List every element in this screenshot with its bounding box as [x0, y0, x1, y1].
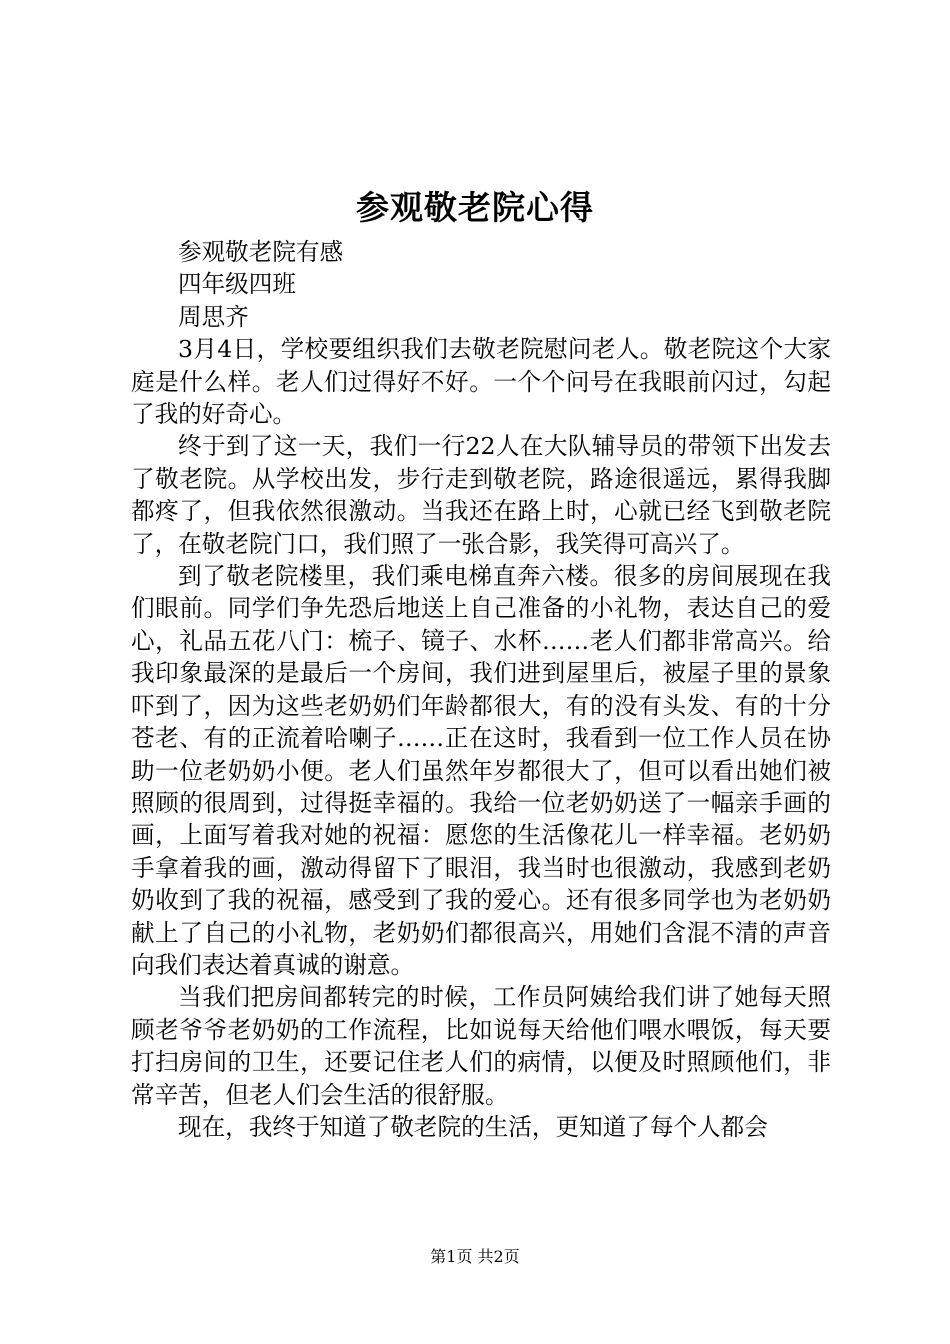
paragraph: 现在，我终于知道了敬老院的生活，更知道了每个人都会	[178, 1112, 768, 1141]
document-title: 参观敬老院心得	[356, 188, 594, 227]
paragraph: 当我们把房间都转完的时候，工作员阿姨给我们讲了她每天照顾老爷爷老奶奶的工作流程，比如说每天给他们喂水喂饭，每天要打扫房间的卫生，还要记住老人们的病情，以便及时照顾他们，非常辛苦，但老人们会生活的很舒服。	[131, 983, 831, 1109]
class-line: 四年级四班	[178, 270, 296, 299]
author-line: 周思齐	[178, 302, 249, 331]
paragraph: 3月4日，学校要组织我们去敬老院慰问老人。敬老院这个大家庭是什么样。老人们过得好不好。一个个问号在我眼前闪过，勾起了我的好奇心。	[131, 335, 831, 429]
paragraph: 到了敬老院楼里，我们乘电梯直奔六楼。很多的房间展现在我们眼前。同学们争先恐后地送上自己准备的小礼物，表达自己的爱心，礼品五花八门：梳子、镜子、水杯……老人们都非常高兴。给我印象最深的是最后一个房间，我们进到屋里后，被屋子里的景象吓到了，因为这些老奶奶们年龄都很大，有的没有头发、有的十分苍老、有的正流着哈喇子……正在这时，我看到一位工作人员在协助一位老奶奶小便。老人们虽然年岁都很大了，但可以看出她们被照顾的很周到，过得挺幸福的。我给一位老奶奶送了一幅亲手画的画，上面写着我对她的祝福：愿您的生活像花儿一样幸福。老奶奶手拿着我的画，激动得留下了眼泪，我当时也很激动，我感到老奶奶收到了我的祝福，感受到了我的爱心。还有很多同学也为老奶奶献上了自己的小礼物，老奶奶们都很高兴，用她们含混不清的声音向我们表达着真诚的谢意。	[131, 562, 831, 979]
document-body	[131, 236, 831, 1143]
subtitle-line: 参观敬老院有感	[178, 238, 344, 266]
page-number-footer: 第1页 共2页	[430, 1247, 520, 1266]
paragraph: 终于到了这一天，我们一行22人在大队辅导员的带领下出发去了敬老院。从学校出发，步行走到敬老院，路途很遥远，累得我脚都疼了，但我依然很激动。当我还在路上时，心就已经飞到敬老院了，在敬老院门口，我们照了一张合影，我笑得可高兴了。	[131, 432, 831, 558]
